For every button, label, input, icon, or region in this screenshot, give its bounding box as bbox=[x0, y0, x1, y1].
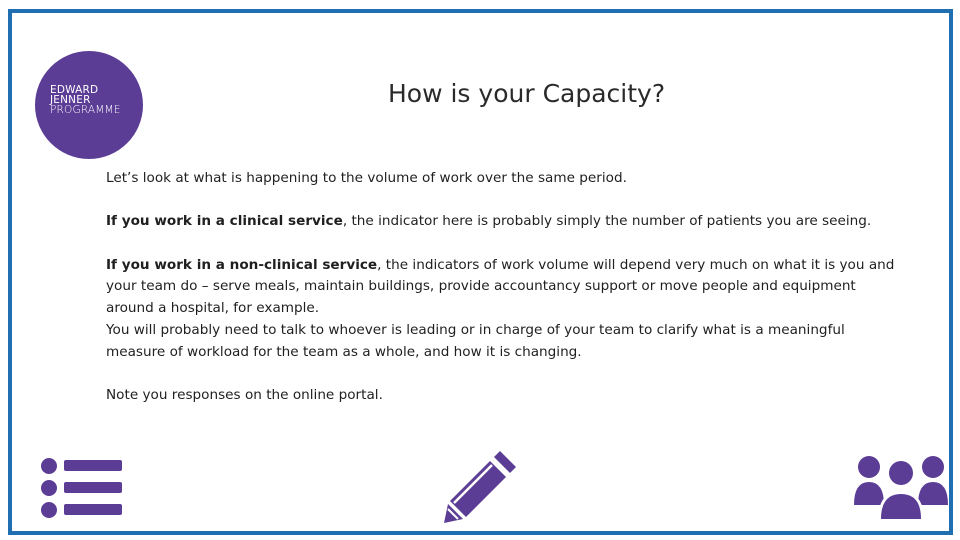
logo-line-1: EDWARD bbox=[50, 84, 99, 96]
logo-line-3: PROGRAMME bbox=[50, 104, 121, 116]
pencil-icon bbox=[444, 447, 520, 523]
nonclinical-paragraph bbox=[106, 255, 906, 320]
note-paragraph: Note you responses on the online portal. bbox=[106, 386, 383, 403]
edward-jenner-logo bbox=[35, 51, 143, 159]
slide-title: How is your Capacity? bbox=[388, 79, 666, 108]
body-text bbox=[106, 168, 906, 407]
slide-frame bbox=[8, 9, 953, 535]
list-icon bbox=[40, 456, 124, 520]
clinical-paragraph bbox=[106, 211, 906, 233]
clinical-heading: If you work in a clinical service bbox=[106, 213, 343, 230]
intro-paragraph: Let’s look at what is happening to the volume of work over the same period. bbox=[106, 170, 627, 186]
logo-line-2: JENNER bbox=[50, 94, 91, 106]
clinical-text: , the indicator here is probably simply the number of patients you are seeing. bbox=[342, 213, 872, 230]
team-icon bbox=[852, 449, 950, 521]
talk-paragraph: You will probably need to talk to whoever is leading or in charge of your team to clarify what is a meaningful measure of workload for the team as a whole, and how it is changing. bbox=[106, 321, 845, 360]
logo-text bbox=[50, 85, 121, 115]
nonclinical-heading: If you work in a non-clinical service bbox=[106, 256, 378, 273]
nonclinical-text: , the indicators of work volume will depend very much on what it is you and your team do – serve meals, maintain buildings, provide accountancy support or move people and equipment around a hospital, for example. bbox=[106, 256, 895, 317]
